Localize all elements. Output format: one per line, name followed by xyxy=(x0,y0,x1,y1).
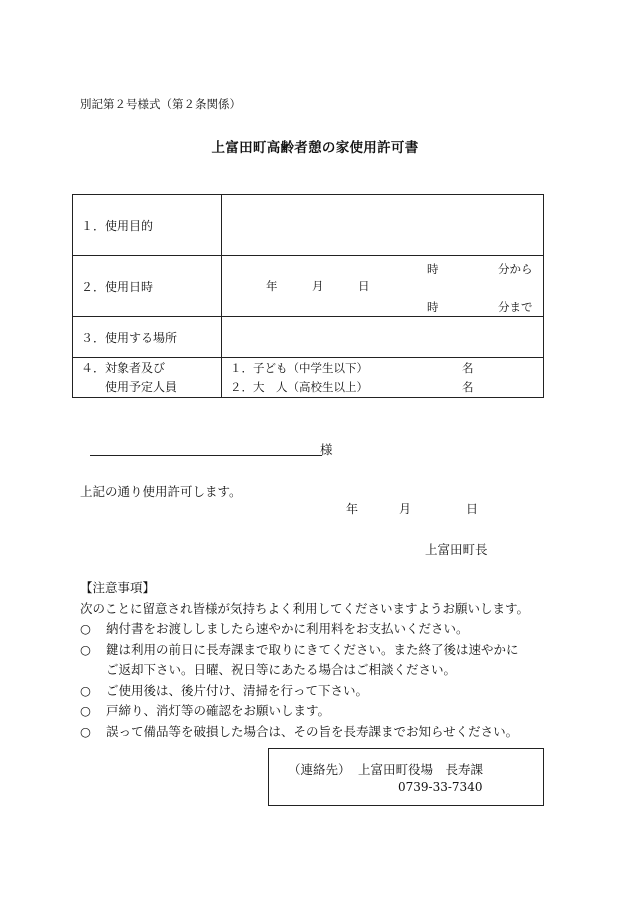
note-item xyxy=(80,619,529,640)
contact-organization: 上富田町役場 長寿課 xyxy=(358,762,484,777)
note-text: 鍵は利用の前日に長寿課まで取りにきてください。また終了後は速やかに xyxy=(106,641,519,657)
datetime-year: 年 xyxy=(266,279,278,293)
row-purpose xyxy=(73,195,544,256)
note-text: 誤って備品等を破損した場合は、その旨を長寿課までお知らせください。 xyxy=(106,723,519,739)
note-item xyxy=(80,701,529,722)
bullet-mark: ○ xyxy=(80,703,91,718)
note-item xyxy=(80,722,529,743)
note-text: 納付書をお渡ししましたら速やかに利用料をお支払いください。 xyxy=(106,621,469,636)
row-target xyxy=(73,358,544,398)
purpose-label: １．使用目的 xyxy=(73,195,222,256)
bullet-mark: ○ xyxy=(80,723,91,739)
note-item xyxy=(80,640,529,661)
permit-date-month: 月 xyxy=(399,502,412,516)
children-label: １．子ども（中学生以下） xyxy=(230,361,368,375)
recipient-name-line[interactable] xyxy=(90,455,322,456)
notes-heading: 【注意事項】 xyxy=(80,580,156,595)
place-field[interactable] xyxy=(222,317,544,358)
note-text: 戸締り、消灯等の確認をお願いします。 xyxy=(106,703,331,718)
permit-statement: 上記の通り使用許可します。 xyxy=(80,484,242,499)
note-continuation: ご返却下さい。日曜、祝日等にあたる場合はご相談ください。 xyxy=(106,662,457,677)
contact-label: （連絡先） xyxy=(288,762,351,777)
note-text: ご使用後は、後片付け、清掃を行って下さい。 xyxy=(106,682,369,698)
datetime-label: ２．使用日時 xyxy=(73,256,222,317)
datetime-field[interactable] xyxy=(222,256,544,317)
note-item xyxy=(80,681,529,702)
place-label: ３．使用する場所 xyxy=(73,317,222,358)
datetime-month: 月 xyxy=(312,279,324,293)
notes-section xyxy=(80,578,529,742)
page-title: 上富田町高齢者憩の家使用許可書 xyxy=(211,140,419,156)
form-number: 別記第２号様式（第２条関係） xyxy=(80,97,241,111)
datetime-day: 日 xyxy=(358,279,370,293)
children-count-unit: 名 xyxy=(462,361,474,375)
target-label-line2: 使用予定人員 xyxy=(105,379,178,394)
issuer: 上富田町長 xyxy=(425,542,488,557)
bullet-mark: ○ xyxy=(80,682,91,698)
bullet-mark: ○ xyxy=(80,621,91,636)
target-label-line1: ４．対象者及び xyxy=(81,360,166,375)
datetime-from-minute: 分から xyxy=(498,262,533,276)
row-place xyxy=(73,317,544,358)
bullet-mark: ○ xyxy=(80,641,91,657)
permit-date-year: 年 xyxy=(346,502,359,516)
adults-label: ２．大 人（高校生以上） xyxy=(230,380,368,394)
target-field[interactable] xyxy=(222,358,544,398)
row-datetime xyxy=(73,256,544,317)
notes-intro: 次のことに留意され皆様が気持ちよく利用してくださいますようお願いします。 xyxy=(80,600,530,616)
target-label xyxy=(73,358,222,398)
permit-date-day: 日 xyxy=(466,502,479,516)
permit-form-table xyxy=(72,194,544,398)
recipient-honorific: 様 xyxy=(320,442,333,457)
datetime-to-hour: 時 xyxy=(427,300,439,314)
purpose-field[interactable] xyxy=(222,195,544,256)
adults-count-unit: 名 xyxy=(462,380,474,394)
datetime-to-minute: 分まで xyxy=(498,300,533,314)
datetime-from-hour: 時 xyxy=(427,262,439,276)
contact-phone: 0739-33-7340 xyxy=(398,780,483,794)
